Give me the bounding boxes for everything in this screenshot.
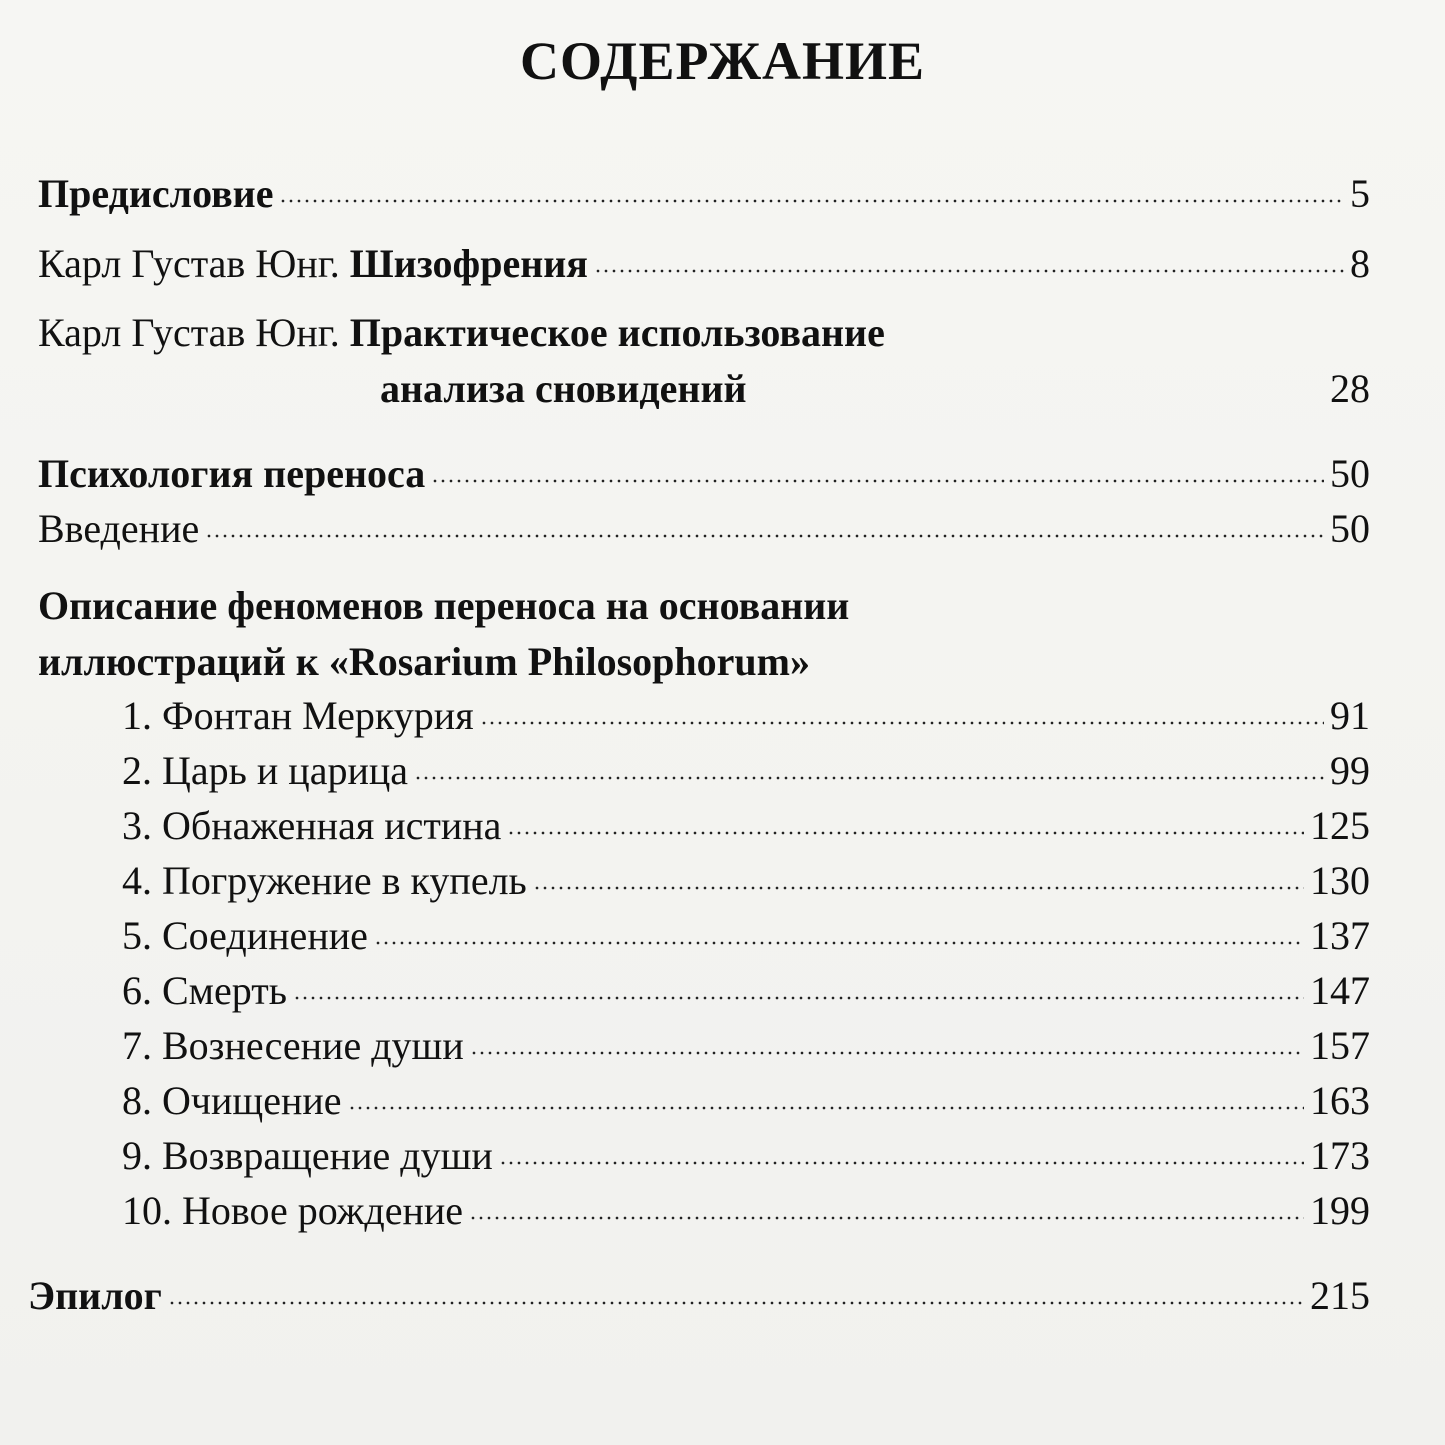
item-page: 163: [1310, 1078, 1370, 1123]
entry-line-2: анализа сновидений: [380, 366, 747, 411]
item-label: 4. Погружение в купель: [122, 858, 527, 903]
item-page: 199: [1310, 1188, 1370, 1233]
entry-page: 50: [1330, 506, 1370, 551]
item-page: 99: [1330, 748, 1370, 793]
toc-item: [122, 682, 1370, 736]
toc-entry-preface: [38, 160, 1370, 214]
dot-leader: [293, 991, 1304, 1003]
dot-leader: [168, 1296, 1304, 1308]
dot-leader: [499, 1156, 1304, 1168]
toc-entry-dream-analysis: [38, 305, 1370, 417]
entry-line-1: [38, 305, 1370, 361]
toc-entry-introduction: [38, 495, 1370, 549]
dot-leader: [469, 1211, 1304, 1223]
entry-label: Эпилог: [28, 1273, 162, 1318]
toc-item: [122, 1177, 1370, 1231]
item-label: 3. Обнаженная истина: [122, 803, 502, 848]
entry-label: [38, 241, 588, 286]
heading-line-1: Описание феноменов переноса на основании: [38, 583, 850, 628]
item-label: 2. Царь и царица: [122, 748, 409, 793]
heading-line-2: иллюстраций к «Rosarium Philosophorum»: [38, 639, 810, 684]
toc-entry-epilogue: [28, 1262, 1370, 1316]
item-page: 157: [1310, 1023, 1370, 1068]
page-title: СОДЕРЖАНИЕ: [520, 31, 925, 91]
item-page: 91: [1330, 693, 1370, 738]
toc-item: [122, 1012, 1370, 1066]
toc-item: [122, 792, 1370, 846]
item-page: 137: [1310, 913, 1370, 958]
entry-title: Практическое использование: [349, 310, 885, 355]
dot-leader: [279, 194, 1344, 206]
dot-leader: [507, 826, 1304, 838]
item-page: 147: [1310, 968, 1370, 1013]
toc-item: [122, 737, 1370, 791]
item-label: 9. Возвращение души: [122, 1133, 493, 1178]
entry-label: Введение: [38, 506, 200, 551]
item-page: 173: [1310, 1133, 1370, 1178]
item-page: 125: [1310, 803, 1370, 848]
entry-label: Психология переноса: [38, 451, 426, 496]
toc-item: [122, 902, 1370, 956]
item-page: 130: [1310, 858, 1370, 903]
item-label: 10. Новое рождение: [122, 1188, 464, 1233]
entry-title: Шизофрения: [349, 241, 588, 286]
toc-item: [122, 1122, 1370, 1176]
entry-page: 5: [1350, 171, 1370, 216]
item-label: 8. Очищение: [122, 1078, 342, 1123]
dot-leader: [374, 936, 1304, 948]
toc-entry-schizophrenia: [38, 230, 1370, 284]
entry-label: Предисловие: [38, 171, 274, 216]
entry-page: 50: [1330, 451, 1370, 496]
dot-leader: [480, 716, 1324, 728]
entry-page: 28: [1330, 366, 1370, 411]
toc-item: [122, 847, 1370, 901]
toc-item: [122, 1067, 1370, 1121]
entry-author: Карл Густав Юнг.: [38, 241, 340, 286]
item-label: 5. Соединение: [122, 913, 368, 958]
item-label: 6. Смерть: [122, 968, 287, 1013]
dot-leader: [414, 771, 1324, 783]
dot-leader: [205, 529, 1324, 541]
dot-leader: [594, 264, 1344, 276]
entry-page: 8: [1350, 241, 1370, 286]
item-label: 7. Вознесение души: [122, 1023, 464, 1068]
toc-item: [122, 957, 1370, 1011]
item-label: 1. Фонтан Меркурия: [122, 693, 474, 738]
section-heading-phenomena: [38, 578, 1138, 690]
dot-leader: [431, 474, 1324, 486]
entry-author: Карл Густав Юнг.: [38, 310, 340, 355]
entry-page: 215: [1310, 1273, 1370, 1318]
dot-leader: [533, 881, 1304, 893]
dot-leader: [348, 1101, 1304, 1113]
toc-entry-psychology-transference: [38, 440, 1370, 494]
dot-leader: [470, 1046, 1304, 1058]
